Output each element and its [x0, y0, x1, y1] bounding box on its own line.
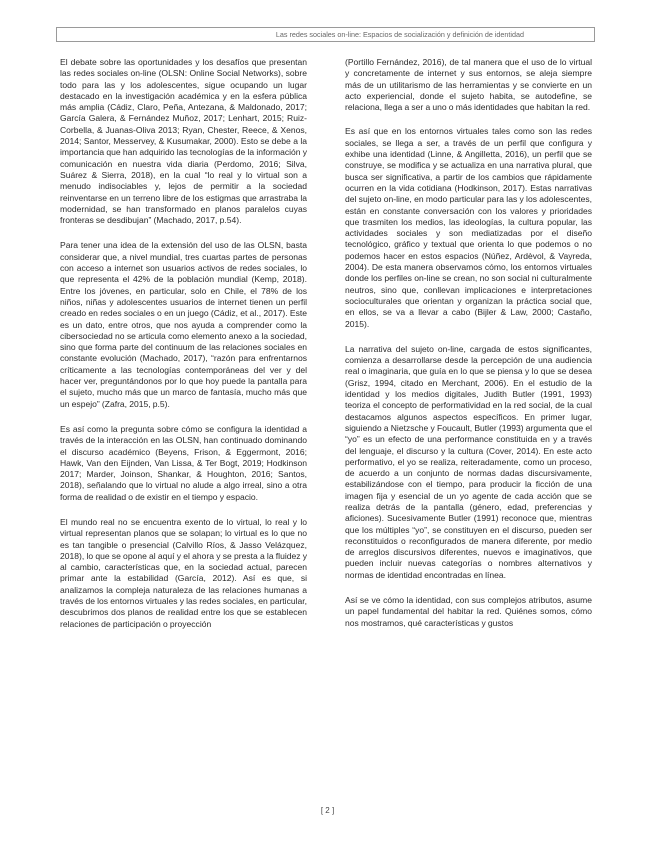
left-column: [60, 57, 307, 644]
running-header: Las redes sociales on-line: Espacios de socialización y definición de identidad: [56, 27, 595, 42]
paragraph: El debate sobre las oportunidades y los desafíos que presentan las redes sociales on-line (OLSN: Online Social Networks), sobre todo para las y los adolescentes, sigue ocupando un lugar destacado en la investigación académica y en la esfera pública más amplia (Cádiz, Claro, Peña, Antezana, & Maldonado, 2017; García Galera, & Fernández Muñoz, 2017; Lenhart, 2015; Ruiz-Corbella, & Juanas-Oliva 2013; Ryan, Chester, Reece, & Xenos, 2014; Santor, Messervey, & Kusumakar, 2000). Esto se debe a la importancia que han adquirido las tecnologías de la información y comunicación en nuestra vida diaria (Perdomo, 2016; Silva, Suárez & Sierra, 2018), en la cual “lo real y lo virtual son a menudo indisociables y, lejos de permitir a la sociedad reinventarse en un terreno libre de los estigmas que arrastraba la modernidad, se han transformado en planos paralelos cuyas fronteras se desdibujan” (Machado, 2017, p.54).: [60, 57, 307, 226]
paragraph: El mundo real no se encuentra exento de lo virtual, lo real y lo virtual representan planos que se solapan; lo virtual es lo que no es tan tangible o presencial (Calvillo Ríos, & Jasso Velázquez, 2018), lo que se opone al aquí y el ahora y se presta a la fluidez y al cambio, características que, en la sociedad actual, parecen primar ante la estabilidad (García, 2012). Así es que, si analizamos la compleja naturaleza de las relaciones humanas a través de los entornos virtuales y las redes sociales, en particular, descubrimos dos planos de realidad entre los que se establecen relaciones de participación o proyección: [60, 516, 307, 629]
paragraph: Es así como la pregunta sobre cómo se configura la identidad a través de la interacción en las OLSN, han continuado dominando el discurso académico (Beyens, Frison, & Eggermont, 2016; Hawk, Van den Eijnden, Van Lissa, & Ter Bogt, 2019; Hodkinson 2017; Marder, Joinson, Shankar, & Houghton, 2016; Santos, 2018), señalando que lo virtual no alude a algo irreal, sino a otra forma de realidad o de existir en el tiempo y espacio.: [60, 423, 307, 502]
right-column: [345, 57, 592, 643]
paragraph: (Portillo Fernández, 2016), de tal manera que el uso de lo virtual y concretamente de internet y sus entornos, se aleja siempre más de un utilitarismo de las herramientas y se convierte en un acto experiencial, donde el sujeto habita, se autodefine, se relaciona, llega a ser a uno o más identidades que habitan la red.: [345, 57, 592, 113]
paragraph: Es así que en los entornos virtuales tales como son las redes sociales, se llega a ser, a través de un perfil que configura y exhibe una identidad (Linne, & Angilletta, 2016), un perfil que se construye, se modifica y se actualiza en una narrativa plural, que busca ser significativa, a partir de los cambios que rápidamente ocurren en la vida cotidiana (Hodkinson, 2017). Estas narrativas del sujeto on-line, en modo particular para las y los adolescentes, están en constante conversación con los valores y prioridades que trasmiten los medios, las ideologías, la cultura popular, las actividades sociales y son mediatizadas por el diseño tecnológico, gráfico y textual que orienta lo que podemos o no podemos hacer en estos espacios (Núñez, Ardèvol, & Vayreda, 2004). De esta manera observamos cómo, los entornos virtuales donde los perfiles on-line se crean, no son social ni culturalmente neutros, sino que, conllevan implicaciones e interpretaciones socioculturales que orientan y organizan la práctica social que, en ellos, se va a llevar a cabo (Bijler & Law, 2000; Castaño, 2015).: [345, 126, 592, 329]
paragraph: Para tener una idea de la extensión del uso de las OLSN, basta considerar que, a nivel mundial, tres cuartas partes de personas con acceso a internet son usuarios activos de redes sociales, lo que representa el 42% de la población mundial (Kemp, 2018). Entre los jóvenes, en particular, solo en Chile, el 78% de los niños, niñas y adolescentes usuarios de internet tienen un perfil creado en redes sociales o en un juego (Cádiz, et al., 2017). Este es un dato, entre otros, que nos ayuda a comprender como la cibersociedad no se articula como elemento anexo a la sociedad, sino que forma parte del continuum de las relaciones sociales en constante evolución (Machado, 2017), “razón para enfrentarnos críticamente a las tecnologías contemporáneas del ver y del hacer ver, preguntándonos por lo que hoy puede la pantalla para el sujeto, mucho más que un marco de fantasía, mucho más que un espejo” (Zafra, 2015, p.5).: [60, 240, 307, 409]
paragraph: Así se ve cómo la identidad, con sus complejos atributos, asume un papel fundamental del habitar la red. Quiénes somos, cómo nos mostramos, qué características y gustos: [345, 595, 592, 628]
paragraph: La narrativa del sujeto on-line, cargada de estos significantes, comienza a desarrollarse desde la percepción de una audiencia real o imaginaria, que guía en lo que se piensa y lo que se desea (Grisz, 1994, citado en Merchant, 2006). En el estudio de la identidad y los medios digitales, Judith Butler (1991, 1993) teoriza el concepto de performatividad en la red social, de la cual destacamos algunos aspectos específicos. En primer lugar, siguiendo a Nietzsche y Foucault, Butler (1993) argumenta que el “yo” es un efecto de una performance constituida en y a través del lenguaje, el discurso y la cultura (Cover, 2014). En este acto performativo, el yo se realiza, reiteradamente, como un proceso, de acuerdo a un conjunto de normas dadas discursivamente, estabilizándose con el tiempo, para producir la ficción de una imagen fija y esencial de un yo agente de cada acción que se realiza detrás de la pantalla (género, edad, preferencias y aficiones). Sucesivamente Butler (1991) reconoce que, mientras que los múltiples “yo”, se constituyen en el discurso, pueden ser reconstituidos o reconfigurados de manera diferente, por medio de arreglos discursivos diferentes, nuevos e imaginativos, que pueden incluir nuevas categorías o nombres alternativos y normas de identidad encontradas en línea.: [345, 343, 592, 580]
page-number: [ 2 ]: [320, 806, 335, 815]
